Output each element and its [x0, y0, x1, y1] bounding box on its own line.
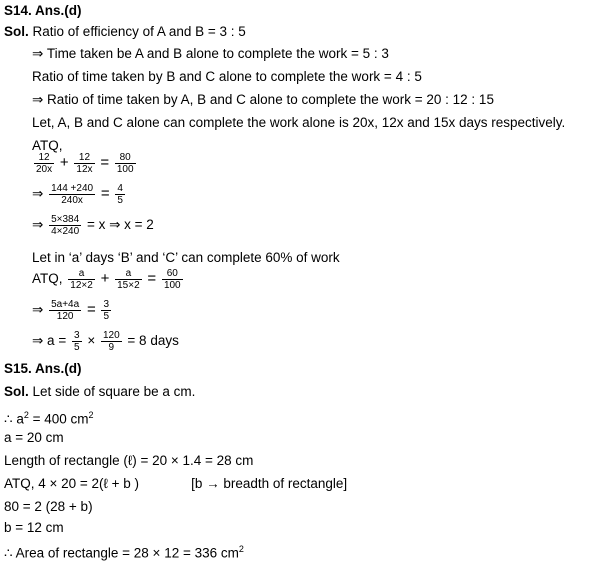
- s15-line-6: 80 = 2 (28 + b): [4, 499, 93, 514]
- s14-equation-6: ⇒ a = $\frac{3}{5}$ × $\frac{120}{9}$ = 8 days: [32, 330, 179, 353]
- s14-equation-4: ATQ, $\frac{a}{12\times 2}$ + $\frac{a}{15\times 2}$ = $\frac{60}{100}$: [32, 268, 181, 291]
- s14-line-4: ⇒ Ratio of time taken by A, B and C alone to complete the work = 20 : 12 : 15: [32, 92, 494, 107]
- s14-line-6: Let in ‘a’ days ‘B’ and ‘C’ can complete 60% of work: [32, 250, 340, 265]
- s14-line-2: ⇒ Time taken be A and B alone to complete the work = 5 : 3: [32, 46, 389, 61]
- s15-line-5: ATQ, 4 × 20 = 2(ℓ + b ) [b → breadth of rectangle]: [4, 476, 348, 491]
- s14-equation-2: ⇒ $\frac{144 +240}{240x}$ = $\frac{4}{5}$: [32, 183, 123, 206]
- s14-equation-1: $\frac{12}{20x}$ + $\frac{12}{12x}$ = $\frac{80}{100}$: [36, 152, 134, 175]
- s14-equation-3: ⇒ $\frac{5\times 384}{4\times 240}$ = x ⇒ x = 2: [32, 214, 154, 237]
- s14-line-5: Let, A, B and C alone can complete the work alone is 20x, 12x and 15x days respectively.: [32, 115, 566, 130]
- s15-line-8: ∴ Area of rectangle = 28 × 12 = 336 $cm^2$: [4, 544, 244, 561]
- s15-line-2: ∴ $a^2 = 400$ $cm^2$: [4, 410, 94, 427]
- s14-atq: ATQ,: [32, 138, 63, 153]
- s14-equation-5: ⇒ $\frac{5a+4a}{120}$ = $\frac{3}{5}$: [32, 299, 110, 322]
- s15-heading: S15. Ans.(d): [4, 361, 82, 376]
- s15-line-7: b = 12 cm: [4, 520, 64, 535]
- s15-line-3: a = 20 cm: [4, 430, 64, 445]
- s14-line-3: Ratio of time taken by B and C alone to complete the work = 4 : 5: [32, 69, 422, 84]
- s14-line-1: Sol. Ratio of efficiency of A and B = 3 : 5: [4, 24, 246, 39]
- s15-line-4: Length of rectangle (ℓ) = 20 × 1.4 = 28 cm: [4, 453, 254, 468]
- s14-heading: S14. Ans.(d): [4, 3, 82, 18]
- s15-line-1: Sol. Let side of square be a cm.: [4, 384, 196, 399]
